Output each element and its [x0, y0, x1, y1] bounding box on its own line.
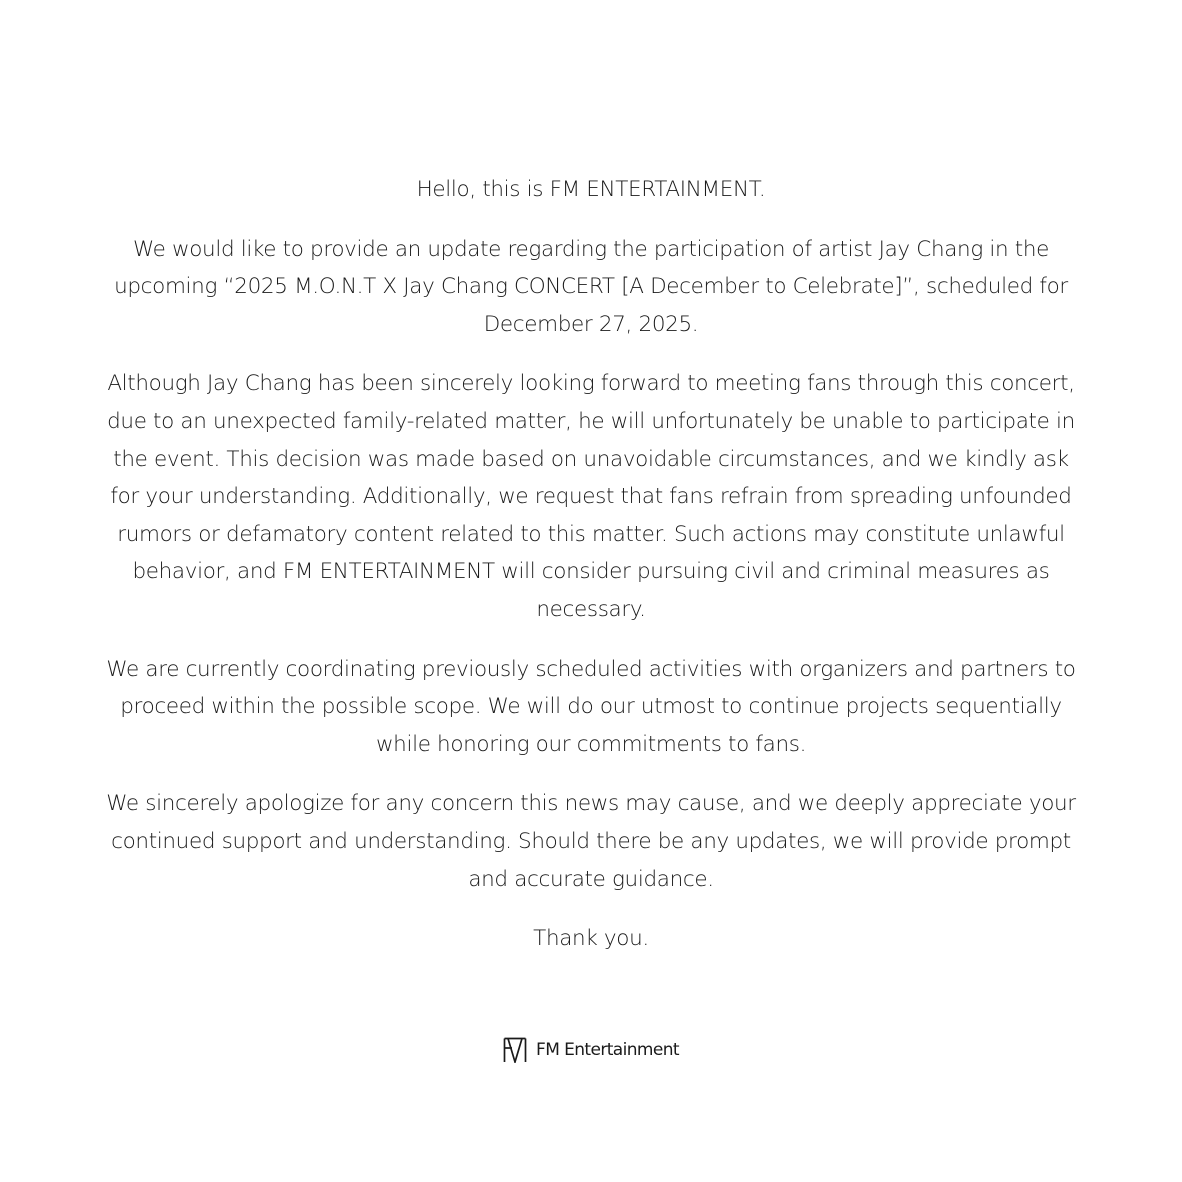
paragraph-absence: Although Jay Chang has been sincerely looking forward to meeting fans through this concert, due to an unexpected family-related matter, he will unfortunately be unable to participate in the event. This decision was made based on unavoidable circumstances, and we kindly ask for your understanding. Additionally, we request that fans refrain from spreading unfounded rumors or defamatory content related to this matter. Such actions may constitute unlawful behavior, and FM ENTERTAINMENT will consider pursuing civil and criminal measures as necessary. [107, 371, 1075, 622]
fm-logo-icon [503, 1037, 527, 1063]
greeting: Hello, this is FM ENTERTAINMENT. [416, 177, 766, 202]
closing: Thank you. [533, 926, 649, 952]
paragraph-activities: We are currently coordinating previously scheduled activities with organizers and partners to proceed within the possible scope. We will do our utmost to continue projects sequentially while honoring our commitments to fans. [106, 656, 1076, 757]
paragraph-apology: We sincerely apologize for any concern this news may cause, and we deeply appreciate your continued support and understanding. Should there be any updates, we will provide prompt and accurate guidance. [106, 791, 1076, 892]
company-name: FM Entertainment [536, 1040, 679, 1060]
notice-body [105, 171, 1077, 980]
paragraph-update: We would like to provide an update regarding the participation of artist Jay Chang in the upcoming “2025 M.O.N.T X Jay Chang CONCERT [A December to Celebrate]”, scheduled for December 27, 2025. [114, 236, 1068, 337]
footer-brand [0, 1037, 1182, 1063]
